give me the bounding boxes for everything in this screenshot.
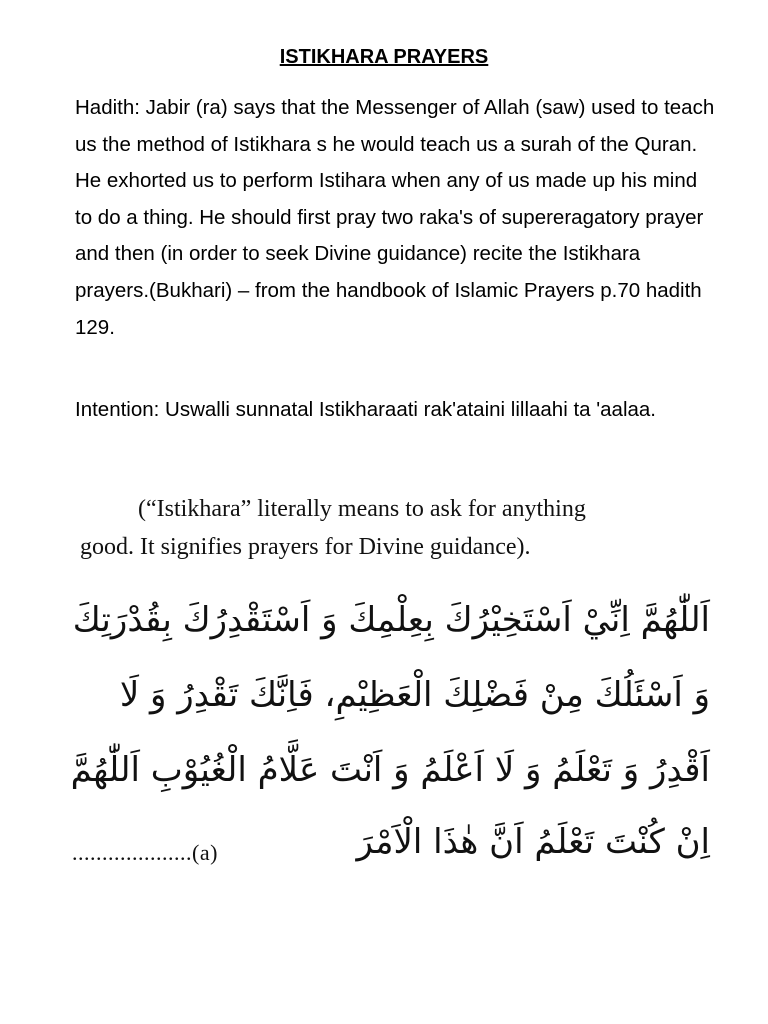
page-title: ISTIKHARA PRAYERS [279,46,489,68]
arabic-prayer-line-3: اَقْدِرُ وَ تَعْلَمُ وَ لَا اَعْلَمُ وَ اَنْتَ عَلَّامُ الْغُيُوْبِ اَللّٰهُمَّ [70,750,710,790]
arabic-prayer-line-1: اَللّٰهُمَّ اِنِّيْ اَسْتَخِيْرُكَ بِعِلْمِكَ وَ اَسْتَقْدِرُكَ بِقُدْرَتِكَ [72,600,710,640]
hadith-paragraph: Hadith: Jabir (ra) says that the Messenger of Allah (saw) used to teach us the method of Istikhara s he would teach us a surah of the Quran. He exhorted us to perform Istihara when any of us made up his mind to do a thing. He should first pray two raka's of supereragatory prayer and then (in order to seek Divine guidance) recite the Istikhara prayers.(Bukhari) – from the handbook of Islamic Prayers p.70 hadith 129. [75,96,715,339]
arabic-prayer-line-2: وَ اَسْئَلُكَ مِنْ فَضْلِكَ الْعَظِيْمِ، فَاِنَّكَ تَقْدِرُ وَ لَا [119,675,710,715]
intention-paragraph: Intention: Uswalli sunnatal Istikharaati rak'ataini lillaahi ta 'aalaa. [75,398,657,421]
arabic-prayer-line-4: اِنْ كُنْتَ تَعْلَمُ اَنَّ هٰذَا الْاَمْرَ [356,822,710,862]
scanned-note-line-2: good. It signifies prayers for Divine guidance). [80,534,531,560]
continuation-marker: ....................(a) [72,840,218,865]
scanned-definition-note [80,490,700,566]
scanned-note-line-1: (“Istikhara” literally means to ask for anything [138,496,586,522]
